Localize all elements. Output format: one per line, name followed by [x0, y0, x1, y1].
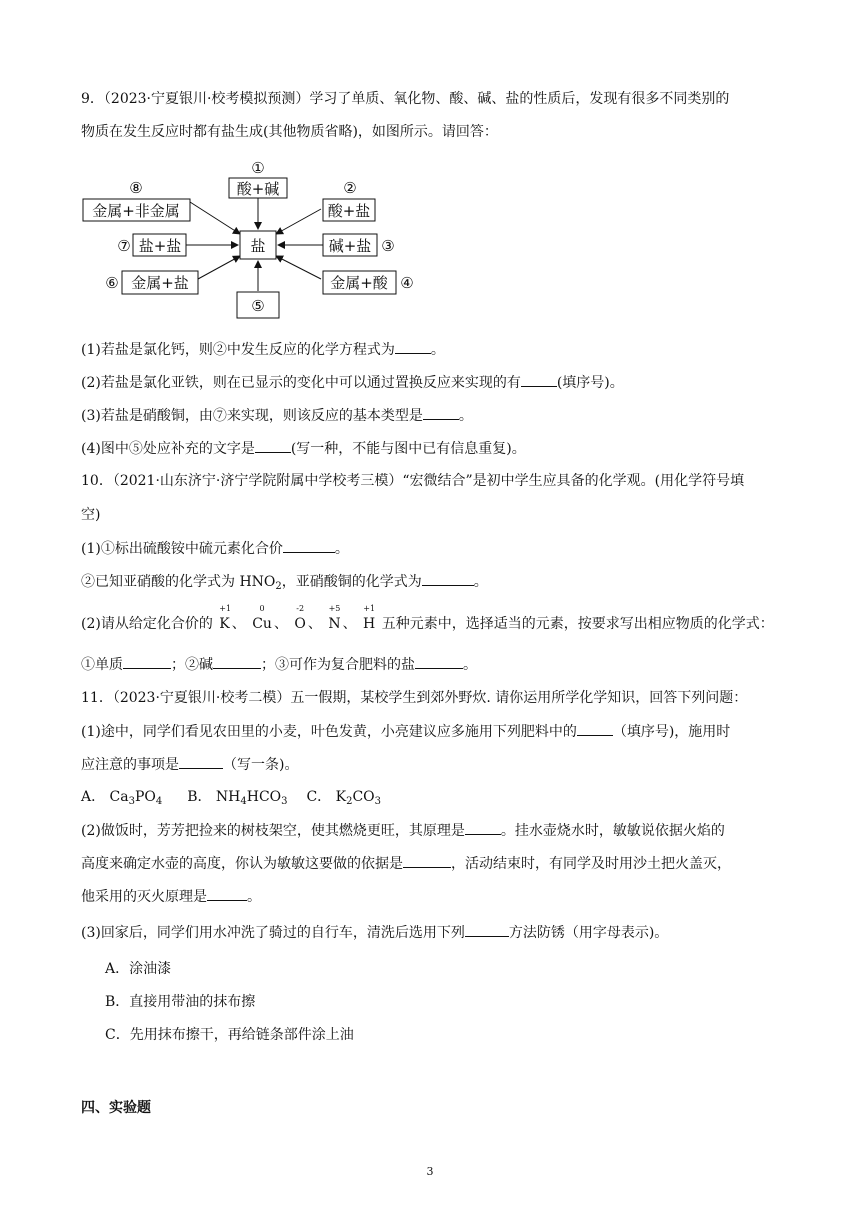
num-8: ⑧ — [129, 179, 143, 197]
arrow-4 — [276, 256, 321, 279]
q9-part3: (3)若盐是硝酸铜，由⑦来实现，则该反应的基本类型是 。 — [81, 405, 473, 426]
option-b: B． $NH_4HCO_3$ — [187, 789, 288, 807]
num-1: ① — [251, 159, 265, 177]
q10-part3: ①单质 ；②碱 ；③可作为复合肥料的盐 。 — [81, 654, 477, 675]
answer-blank[interactable] — [465, 820, 501, 835]
box-6-label: 金属+盐 — [131, 274, 189, 292]
num-7: ⑦ — [117, 237, 131, 255]
answer-blank[interactable] — [521, 372, 557, 387]
arrow-2 — [276, 209, 321, 234]
option-c: C． $K_2CO_3$ — [306, 789, 382, 807]
q11-part3: (3)回家后，同学们用水冲洗了骑过的自行车，清洗后选用下列 方法防锈（用字母表示)。 — [81, 922, 668, 943]
q11-part1: (1)途中，同学们看见农田里的小麦，叶色发黄，小亮建议应多施用下列肥料中的 （填序号)，施用时 — [81, 721, 730, 742]
q11-choice-a: A．涂油漆 — [105, 961, 172, 977]
q10-stem-line2: 空) — [81, 507, 101, 523]
q10-part1: (1)①标出硫酸铵中硫元素化合价 。 — [81, 538, 349, 559]
page-number: 3 — [426, 1165, 434, 1178]
q11-stem: 11．（2023·宁夏银川·校考二模）五一假期，某校学生到郊外野炊. 请你运用所学化学知识，回答下列问题： — [81, 690, 748, 706]
answer-blank[interactable] — [179, 754, 223, 769]
element-cu: 0 Cu — [252, 604, 272, 632]
answer-blank[interactable] — [403, 853, 451, 868]
q11-options — [81, 787, 381, 812]
num-2: ② — [343, 179, 357, 197]
center-salt-label: 盐 — [250, 237, 266, 255]
answer-blank[interactable] — [255, 438, 291, 453]
q11-part2b: 高度来确定水壶的高度，你认为敏敏这要做的依据是 ，活动结束时，有同学及时用沙土把火盖灭， — [81, 853, 731, 874]
q9-stem-line2: 物质在发生反应时都有盐生成(其他物质省略)，如图所示。请回答： — [81, 124, 498, 140]
q11-choice-b: B．直接用带油的抹布擦 — [105, 994, 256, 1010]
element-o: -2 O — [294, 604, 306, 632]
element-h: +1 H — [363, 604, 376, 632]
q11-choice-c: C．先用抹布擦干，再给链条部件涂上油 — [105, 1027, 354, 1043]
q11-part2: (2)做饭时，芳芳把捡来的树枝架空，使其燃烧更旺，其原理是 。挂水壶烧水时，敏敏说依据火焰的 — [81, 820, 725, 841]
box-1-label: 酸+碱 — [236, 180, 280, 198]
q9-part4: (4)图中⑤处应补充的文字是 (写一种，不能与图中已有信息重复)。 — [81, 438, 526, 459]
answer-blank[interactable] — [465, 922, 509, 937]
answer-blank[interactable] — [415, 654, 463, 669]
section-heading: 四、实验题 — [81, 1100, 151, 1116]
box-2-label: 酸+盐 — [327, 202, 371, 220]
num-3: ③ — [381, 237, 395, 255]
answer-blank[interactable] — [422, 571, 474, 586]
q11-part1b: 应注意的事项是 （写一条)。 — [81, 754, 298, 775]
box-4-label: 金属+酸 — [330, 274, 388, 292]
q10-part2: (2)请从给定化合价的 +1 K 、 0 Cu 、 -2 O 、 +5 N 、 +1 H 五种元素中，选择适当的元素，按要求写出相应物质的化学式： — [81, 604, 774, 632]
num-6: ⑥ — [105, 274, 119, 292]
arrow-8 — [190, 202, 240, 234]
q10-part1b: ②已知亚硝酸的化学式为 $HNO_2$，亚硝酸铜的化学式为 。 — [81, 571, 488, 597]
box-8-label: 金属+非金属 — [92, 202, 180, 220]
box-3-label: 碱+盐 — [328, 237, 372, 255]
option-a: A． $Ca_3PO_4$ — [81, 789, 163, 807]
q9-part2: (2)若盐是氯化亚铁，则在已显示的变化中可以通过置换反应来实现的有 (填序号)。 — [81, 372, 624, 393]
box-7-label: 盐+盐 — [138, 237, 182, 255]
q11-part2c: 他采用的灭火原理是 。 — [81, 886, 261, 907]
answer-blank[interactable] — [123, 654, 171, 669]
answer-blank[interactable] — [283, 538, 335, 553]
answer-blank[interactable] — [213, 654, 261, 669]
num-5: ⑤ — [251, 297, 265, 315]
answer-blank[interactable] — [395, 339, 431, 354]
answer-blank[interactable] — [423, 405, 459, 420]
answer-blank[interactable] — [577, 721, 613, 736]
arrow-6 — [198, 256, 240, 279]
salt-formation-diagram — [80, 158, 440, 320]
q9-stem-line1: 9．（2023·宁夏银川·校考模拟预测）学习了单质、氧化物、酸、碱、盐的性质后，发现有很多不同类别的 — [81, 91, 730, 107]
answer-blank[interactable] — [207, 886, 247, 901]
element-n: +5 N — [328, 604, 341, 632]
element-k: +1 K — [219, 604, 232, 632]
q10-stem-line1: 10．（2021·山东济宁·济宁学院附属中学校考三模）“宏微结合”是初中学生应具备的化学观。(用化学符号填 — [81, 473, 745, 489]
q9-part1: (1)若盐是氯化钙，则②中发生反应的化学方程式为 。 — [81, 339, 445, 360]
num-4: ④ — [400, 274, 414, 292]
